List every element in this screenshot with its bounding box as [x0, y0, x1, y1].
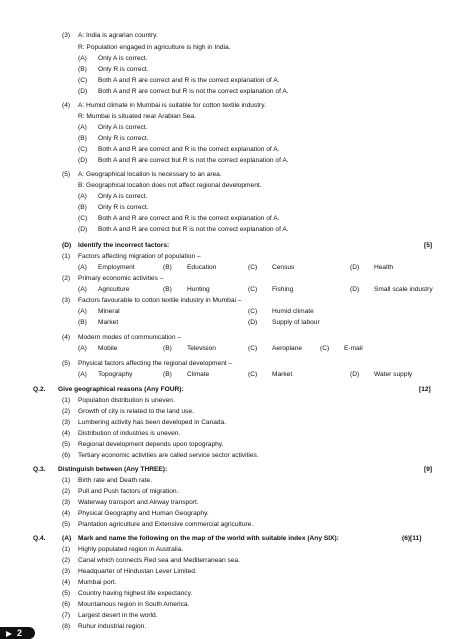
item-number: (4): [62, 334, 71, 341]
assertion-text: A: Humid climate in Mumbai is suitable for cotton textile industry.: [78, 102, 266, 109]
option-label: (D): [350, 371, 360, 378]
option-text: Only A is correct.: [98, 193, 148, 200]
option-label: (A): [78, 345, 87, 352]
item-number: (1): [62, 397, 71, 404]
item-text: Population distribution is uneven.: [78, 397, 175, 404]
item-text: Ruhur industrial region.: [78, 623, 147, 630]
option-text: Topography: [98, 371, 133, 378]
option-label: (C): [78, 77, 88, 84]
item-number: (5): [62, 171, 71, 178]
option-text: Water supply: [374, 371, 413, 378]
item-number: (3): [62, 297, 71, 304]
page-number: 2: [17, 628, 23, 638]
item-number: (8): [62, 623, 71, 630]
item-text: Distribution of industries is uneven.: [78, 430, 181, 437]
item-number: (3): [62, 499, 71, 506]
question-heading: Mark and name the following on the map of the world with suitable index (Any SIX):: [78, 535, 339, 542]
marks-label: [12]: [419, 386, 431, 393]
option-text: Both A and R are correct and R is the correct explanation of A.: [98, 146, 280, 153]
item-number: (7): [62, 612, 71, 619]
item-number: (5): [62, 590, 71, 597]
option-text: Both A and R are correct and R is the correct explanation of A.: [98, 215, 280, 222]
item-text: Physical Geography and Human Geography.: [78, 510, 209, 517]
option-text: Only A is correct.: [98, 55, 148, 62]
option-text: Humid climate: [272, 308, 314, 315]
option-text: Mobile: [98, 345, 118, 352]
item-number: (5): [62, 441, 71, 448]
option-text: Market: [98, 319, 119, 326]
question-text: Primary economic activities –: [78, 275, 164, 282]
marks-label: (6)[11]: [402, 535, 422, 542]
option-label: (A): [78, 55, 87, 62]
option-label: (A): [78, 264, 87, 271]
item-text: Headquarter of Hindustan Lever Limited.: [78, 568, 197, 575]
question-heading: Distinguish between (Any THREE):: [58, 466, 168, 473]
option-label: (C): [248, 371, 258, 378]
option-label: (C): [248, 345, 258, 352]
item-number: (1): [62, 253, 71, 260]
option-text: Only R is correct.: [98, 204, 149, 211]
item-text: Lumbering activity has been developed in Canada.: [78, 419, 227, 426]
option-label: (D): [78, 226, 88, 233]
item-text: Birth rate and Death rate.: [78, 477, 153, 484]
option-label: (C): [320, 345, 330, 352]
option-text: Television: [187, 345, 216, 352]
option-text: Hunting: [187, 286, 210, 293]
item-text: Mountainous region in South America.: [78, 601, 190, 608]
option-label: (D): [248, 319, 258, 326]
item-number: (6): [62, 601, 71, 608]
option-text: Fishing: [272, 286, 294, 293]
item-number: (2): [62, 557, 71, 564]
option-text: Supply of labour: [272, 319, 320, 326]
section-heading: Identify the incorrect factors:: [78, 242, 170, 249]
option-text: Aeroplane: [272, 345, 303, 352]
item-text: Growth of city is related to the land use.: [78, 408, 194, 415]
item-text: Tertiary economic activities are called service sector activities.: [78, 452, 259, 459]
item-number: (4): [62, 510, 71, 517]
item-number: (1): [62, 546, 71, 553]
section-label: (D): [62, 242, 72, 249]
item-number: (4): [62, 579, 71, 586]
question-text: Modern modes of communication –: [78, 334, 181, 341]
option-label: (A): [78, 124, 87, 131]
option-text: Education: [187, 264, 217, 271]
marks-label: [5]: [424, 242, 433, 249]
item-number: (4): [62, 430, 71, 437]
option-text: Mineral: [98, 308, 120, 315]
item-text: Country having highest life expectancy.: [78, 590, 193, 597]
reason-text: B: Geographical location does not affect regional development.: [78, 182, 262, 189]
option-label: (C): [78, 215, 88, 222]
option-text: Census: [272, 264, 295, 271]
item-number: (2): [62, 488, 71, 495]
item-text: Highly populated region in Australia.: [78, 546, 184, 553]
arrow-right-icon: [6, 631, 12, 637]
option-label: (C): [248, 264, 258, 271]
option-label: (B): [78, 204, 87, 211]
option-label: (B): [78, 66, 87, 73]
question-label: Q.3.: [33, 466, 46, 473]
option-label: (A): [78, 371, 87, 378]
option-text: Health: [374, 264, 394, 271]
option-text: Both A and R are correct but R is not the correct explanation of A.: [98, 88, 289, 95]
option-label: (A): [78, 308, 87, 315]
option-text: Only R is correct.: [98, 135, 149, 142]
item-text: Pull and Push factors of migration.: [78, 488, 179, 495]
item-text: Largest desert in the world.: [78, 612, 158, 619]
item-number: (6): [62, 452, 71, 459]
option-text: Small scale industry: [374, 286, 433, 293]
item-text: Canal which connects Red sea and Mediterranean sea.: [78, 557, 241, 564]
option-label: (A): [78, 286, 87, 293]
item-number: (5): [62, 360, 71, 367]
option-text: Both A and R are correct and R is the correct explanation of A.: [98, 77, 280, 84]
option-text: Employment: [98, 264, 135, 271]
question-label: Q.4.: [33, 535, 46, 542]
option-label: (B): [163, 345, 172, 352]
option-text: Only R is correct.: [98, 66, 149, 73]
item-number: (5): [62, 521, 71, 528]
item-number: (2): [62, 408, 71, 415]
item-number: (3): [62, 419, 71, 426]
option-text: Both A and R are correct but R is not the correct explanation of A.: [98, 226, 289, 233]
item-number: (2): [62, 275, 71, 282]
item-number: (3): [62, 32, 71, 39]
question-heading: Give geographical reasons (Any FOUR):: [58, 386, 184, 393]
item-text: Regional development depends upon topography.: [78, 441, 224, 448]
option-label: (D): [78, 88, 88, 95]
option-label: (D): [350, 264, 360, 271]
option-label: (B): [163, 371, 172, 378]
option-text: Market: [272, 371, 293, 378]
assertion-text: A: India is agrarian country.: [78, 32, 158, 39]
question-text: Factors affecting migration of population –: [78, 253, 201, 260]
question-text: Physical factors affecting the regional development –: [78, 360, 233, 367]
option-label: (C): [248, 286, 258, 293]
question-text: Factors favourable to cotton textile industry in Mumbai –: [78, 297, 242, 304]
reason-text: R: Mumbai is situated near Arabian Sea.: [78, 113, 197, 120]
item-number: (3): [62, 568, 71, 575]
option-label: (C): [78, 146, 88, 153]
marks-label: [9]: [424, 466, 433, 473]
option-label: (C): [248, 308, 258, 315]
assertion-text: A: Geographical location is necessary to an area.: [78, 171, 222, 178]
option-label: (B): [78, 319, 87, 326]
question-label: Q.2.: [33, 386, 46, 393]
option-text: Both A and R are correct but R is not the correct explanation of A.: [98, 157, 289, 164]
option-text: E-mail: [344, 345, 363, 352]
option-text: Only A is correct.: [98, 124, 148, 131]
option-label: (D): [78, 157, 88, 164]
item-text: Mumbai port.: [78, 579, 117, 586]
option-label: (B): [163, 264, 172, 271]
item-number: (4): [62, 102, 71, 109]
option-label: (A): [78, 193, 87, 200]
reason-text: R: Population engaged in agriculture is high in India.: [78, 44, 231, 51]
item-text: Plantation agriculture and Extensive commercial agriculture.: [78, 521, 254, 528]
option-text: Agriculture: [98, 286, 130, 293]
option-text: Climate: [187, 371, 210, 378]
option-label: (B): [163, 286, 172, 293]
option-label: (B): [78, 135, 87, 142]
sub-question-label: (A): [62, 535, 72, 542]
item-number: (1): [62, 477, 71, 484]
item-text: Waterway transport and Airway transport.: [78, 499, 199, 506]
option-label: (D): [350, 286, 360, 293]
